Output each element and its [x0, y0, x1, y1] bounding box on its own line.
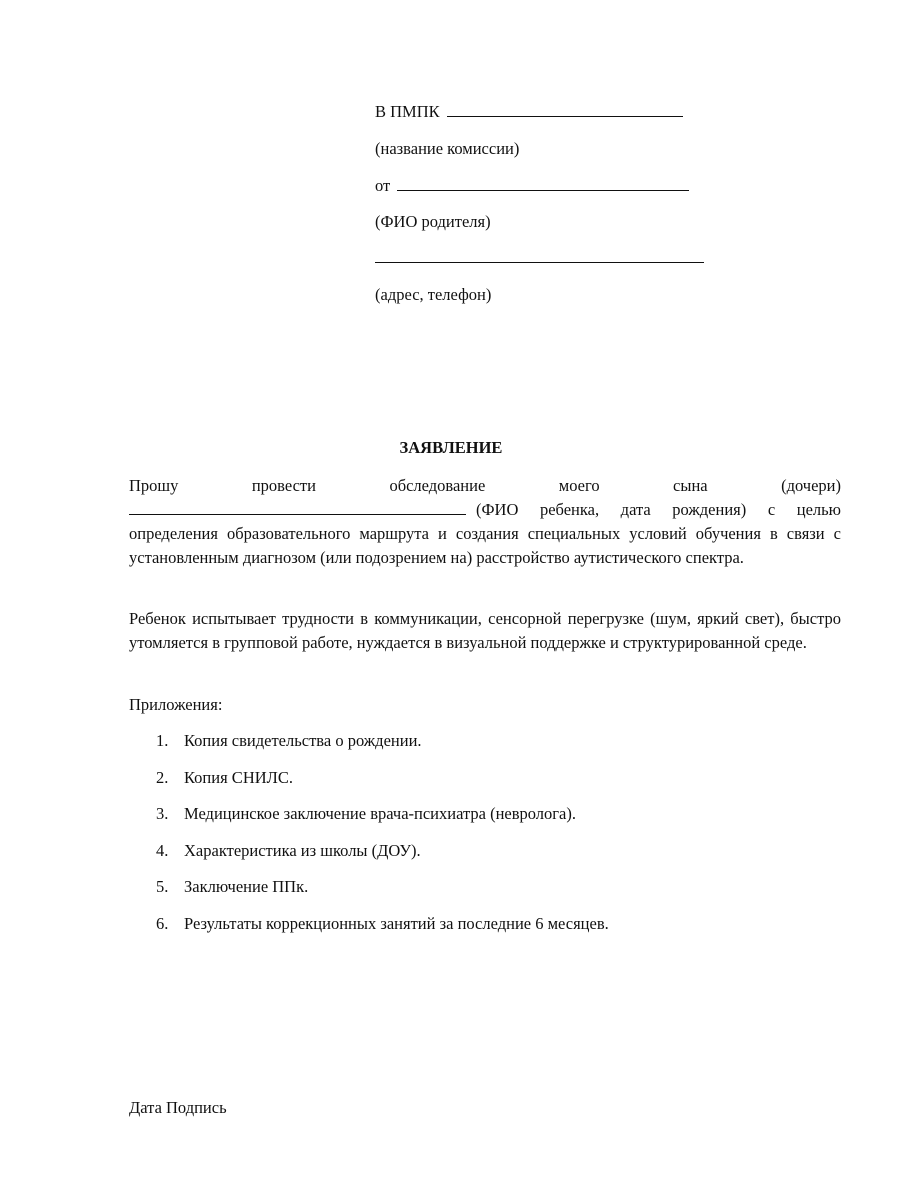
date-signature: Дата Подпись: [129, 1098, 227, 1117]
commission-hint: (название комиссии): [375, 139, 520, 158]
list-item: [129, 840, 841, 877]
list-item-text: Характеристика из школы (ДОУ).: [184, 840, 421, 860]
address-blank: [375, 248, 704, 263]
list-item-text: Медицинское заключение врача-психиатра (невролога).: [184, 804, 577, 823]
request-paragraph: [129, 474, 841, 570]
list-item: [129, 730, 841, 767]
list-item-number: 3.: [156, 804, 169, 823]
request-line-rest: [129, 498, 841, 570]
address-hint: (адрес, телефон): [375, 285, 492, 304]
child-name-blank: [129, 500, 466, 515]
list-item: [129, 913, 841, 950]
difficulties-text: Ребенок испытывает трудности в коммуникации, сенсорной перегрузке (шум, яркий свет), быстро утомляется в групповой работе, нуждается в визуальной поддержке и структурированной среде.: [129, 609, 841, 652]
list-item-text: Заключение ППк.: [184, 877, 309, 896]
list-item: [129, 767, 841, 804]
addressee-line: [375, 102, 683, 122]
request-text: (ФИО ребенка, дата рождения) с целью определения образовательного маршрута и создания специальных условий обучения в связи с установленным диагнозом (или подозрением на) расстройство аутистического спектра.: [129, 500, 841, 567]
attachments-list: [129, 730, 841, 949]
request-line-1: Прошу провести обследование моего сына (дочери): [129, 476, 841, 495]
list-item-number: 4.: [156, 840, 169, 860]
address-line: [375, 248, 704, 268]
list-item-text: Копия свидетельства о рождении.: [184, 731, 422, 750]
to-label: В ПМПК: [375, 102, 440, 121]
list-item: [129, 876, 841, 913]
parent-name-blank: [397, 176, 689, 191]
from-label: от: [375, 176, 391, 195]
list-item-number: 5.: [156, 877, 169, 896]
list-item-text: Копия СНИЛС.: [184, 767, 293, 787]
attachments-label: Приложения:: [129, 695, 223, 714]
list-item-number: 1.: [156, 731, 169, 750]
list-item-text: Результаты коррекционных занятий за последние 6 месяцев.: [184, 913, 609, 933]
list-item: [129, 803, 841, 840]
parent-hint: (ФИО родителя): [375, 212, 491, 231]
list-item-number: 2.: [156, 767, 169, 787]
commission-blank: [447, 102, 683, 117]
difficulties-paragraph: [129, 607, 841, 655]
sender-line: [375, 176, 689, 196]
document-title: ЗАЯВЛЕНИЕ: [399, 438, 503, 457]
list-item-number: 6.: [156, 913, 169, 933]
